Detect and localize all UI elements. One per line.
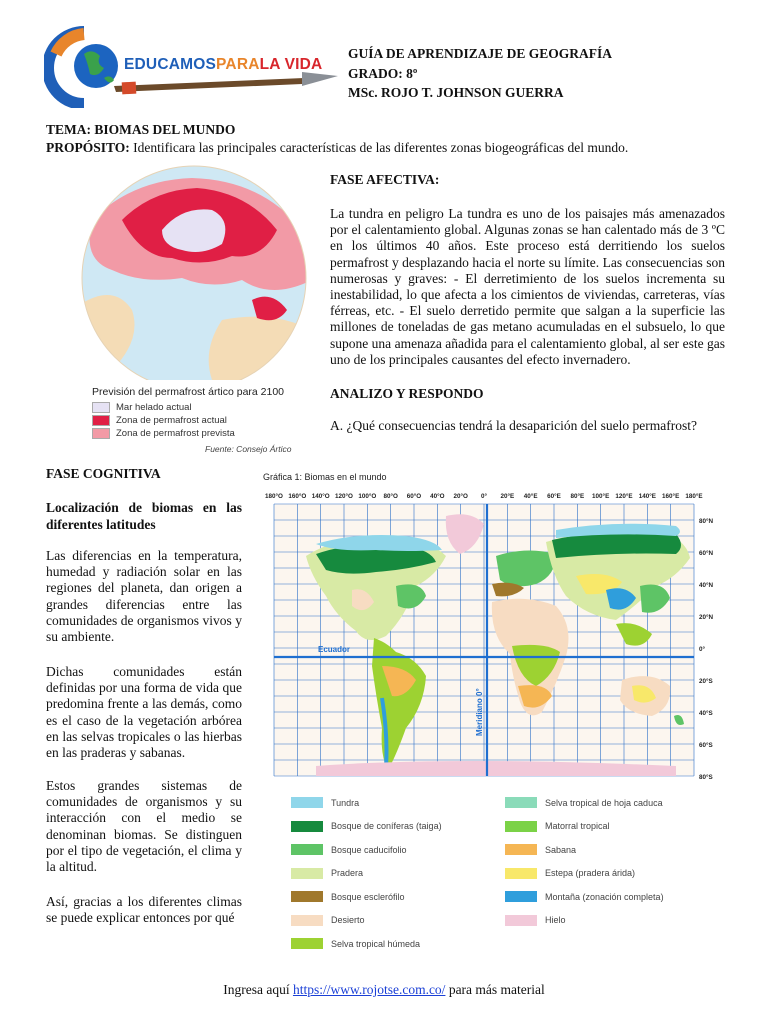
longitude-label: 120°E <box>615 493 633 500</box>
arctic-legend-item: Mar helado actual <box>92 402 192 413</box>
legend-swatch <box>291 868 323 879</box>
biome-legend-item <box>291 821 442 832</box>
longitude-label: 140°O <box>311 493 330 500</box>
longitude-label: 100°O <box>358 493 377 500</box>
biome-legend-item <box>291 915 365 926</box>
arctic-map-source: Fuente: Consejo Ártico <box>205 444 292 454</box>
biome-legend-label: Montaña (zonación completa) <box>545 891 664 902</box>
latitude-label: 80°N <box>699 518 714 525</box>
legend-swatch <box>505 797 537 808</box>
legend-swatch <box>291 938 323 949</box>
website-link[interactable]: https://www.rojotse.com.co/ <box>292 982 446 997</box>
purpose-line <box>46 140 628 156</box>
legend-swatch <box>291 915 323 926</box>
cognitive-subtitle: Localización de biomas en las diferentes latitudes <box>46 500 242 532</box>
arctic-permafrost-map <box>72 160 312 380</box>
longitude-label: 180°E <box>685 493 703 500</box>
grade-label: GRADO: 8º <box>348 66 418 81</box>
legend-swatch <box>505 868 537 879</box>
biome-legend-label: Estepa (pradera árida) <box>545 868 636 878</box>
biome-legend-label: Sabana <box>545 844 577 855</box>
biome-legend-label: Bosque esclerófilo <box>331 891 405 902</box>
equator-label: Ecuador <box>318 645 351 654</box>
author-name: MSc. ROJO T. JOHNSON GUERRA <box>348 85 564 100</box>
biome-legend-item <box>291 891 405 902</box>
legend-swatch <box>92 415 110 426</box>
cognitive-paragraph: Dichas comunidades están definidas por una forma de vida que predomina frente a las demás, como es el caso de la vegetación arbórea en las selvas tropicales o las hierbas en las praderas y sabanas. <box>46 664 242 761</box>
longitude-label: 20°O <box>453 493 468 500</box>
longitude-label: 120°O <box>335 493 353 500</box>
biome-legend-label: Tundra <box>331 797 360 808</box>
arctic-map-title: Previsión del permafrost ártico para 2100 <box>92 386 285 398</box>
legend-swatch <box>505 915 537 926</box>
guide-title: GUÍA DE APRENDIZAJE DE GEOGRAFÍA <box>348 46 613 61</box>
cognitive-paragraph: Estos grandes sistemas de comunidades de organismos y su interacción con el medio se denominan biomas. Se distinguen por el tipo de vegetación, el clima y la altitud. <box>46 778 242 875</box>
longitude-label: 160°O <box>288 493 307 500</box>
biome-legend-item <box>505 844 576 855</box>
topic-heading: TEMA: BIOMAS DEL MUNDO <box>46 122 236 137</box>
longitude-label: 20°E <box>500 493 515 500</box>
cognitive-paragraph: Las diferencias en la temperatura, humedad y radiación solar en las regiones del planeta, dan origen a grandes diferencias entre las comunidades de organismos vivos y su ambiente. <box>46 548 242 645</box>
legend-swatch <box>92 402 110 413</box>
analyze-heading: ANALIZO Y RESPONDO <box>330 386 484 401</box>
biome-legend-label: Selva tropical húmeda <box>331 938 421 949</box>
longitude-label: 40°E <box>523 493 538 500</box>
longitude-label: 60°E <box>547 493 561 500</box>
latitude-label: 60°N <box>699 550 714 557</box>
legend-swatch <box>291 891 323 902</box>
biome-legend-item <box>291 797 359 808</box>
legend-swatch <box>291 821 323 832</box>
cognitive-paragraph: Así, gracias a los diferentes climas se puede explicar entonces por qué <box>46 894 242 926</box>
legend-swatch <box>505 844 537 855</box>
footer-suffix: para más material <box>445 982 545 997</box>
legend-swatch <box>505 821 537 832</box>
biome-legend-label: Pradera <box>331 868 364 878</box>
longitude-label: 40°O <box>430 493 445 500</box>
biome-legend-label: Hielo <box>545 915 566 925</box>
world-map-title: Gráfica 1: Biomas en el mundo <box>263 472 387 482</box>
longitude-label: 80°E <box>570 493 585 500</box>
latitude-label: 20°N <box>699 614 714 621</box>
biome-legend-label: Selva tropical de hoja caduca <box>545 797 663 808</box>
longitude-label: 160°E <box>662 493 680 500</box>
latitude-label: 20°S <box>699 678 713 685</box>
purpose-label: PROPÓSITO: <box>46 140 130 155</box>
legend-swatch <box>92 428 110 439</box>
biome-legend-item <box>291 844 407 855</box>
affective-phase-heading: FASE AFECTIVA: <box>330 172 440 187</box>
longitude-label: 100°E <box>592 493 610 500</box>
arctic-legend-item: Zona de permafrost prevista <box>92 428 235 439</box>
biome-legend-item <box>291 868 363 879</box>
longitude-label: 140°E <box>638 493 656 500</box>
logo-text: EDUCAMOSPARALA VIDA <box>124 56 323 73</box>
longitude-label: 80°O <box>383 493 398 500</box>
legend-swatch <box>291 844 323 855</box>
footer <box>0 982 768 998</box>
world-biomes-map <box>256 466 751 958</box>
latitude-label: 40°N <box>699 582 714 589</box>
biome-legend-label: Bosque caducifolio <box>331 844 407 855</box>
footer-prefix: Ingresa aquí <box>223 982 293 997</box>
biome-legend-item <box>505 915 566 926</box>
cognitive-phase-heading: FASE COGNITIVA <box>46 466 161 481</box>
biome-legend-item <box>291 938 420 949</box>
question-a: A. ¿Qué consecuencias tendrá la desaparición del suelo permafrost? <box>330 418 697 433</box>
legend-swatch <box>291 797 323 808</box>
latitude-label: 60°S <box>699 742 713 749</box>
biome-legend-item <box>505 821 610 832</box>
biome-legend-label: Matorral tropical <box>545 821 610 831</box>
world-biomes-figure <box>256 466 751 958</box>
longitude-label: 180°O <box>265 493 283 500</box>
biome-legend-label: Desierto <box>331 915 365 925</box>
latitude-label: 40°S <box>699 710 713 717</box>
biome-legend-item <box>505 797 663 808</box>
biome-legend-item <box>505 868 635 879</box>
meridian-label: Meridiano 0° <box>475 688 484 736</box>
legend-swatch <box>505 891 537 902</box>
longitude-label: 60°O <box>406 493 422 500</box>
latitude-label: 0° <box>699 646 706 653</box>
latitude-label: 80°S <box>699 774 713 781</box>
purpose-text: Identificara las principales características de las diferentes zonas biogeográficas del mundo. <box>129 140 629 155</box>
biome-legend-label: Bosque de coníferas (taiga) <box>331 821 442 831</box>
arctic-legend-item: Zona de permafrost actual <box>92 415 227 426</box>
longitude-label: 0° <box>480 493 488 500</box>
biome-legend-item <box>505 891 664 902</box>
affective-phase-text: La tundra en peligro La tundra es uno de los paisajes más amenazados por el calentamiento global. Algunas zonas se han calentado más de 3 ºC en los últimos 40 años. Este proceso está derritiendo los suelos permafrost y desplazando hacia el norte su límite. Las consecuencias son numerosas y graves: - El derretimiento de los suelos incrementa su inestabilidad, lo que afecta a los cimientos de viviendas, carreteras, vías férreas, etc. - El suelo derretido permite que salgan a la superficie las millones de toneladas de gas metano acumuladas en el subsuelo, lo que supone una amenaza añadida para el calentamiento global, al ser este gas uno de los principales causantes del efecto invernadero. <box>330 206 725 367</box>
